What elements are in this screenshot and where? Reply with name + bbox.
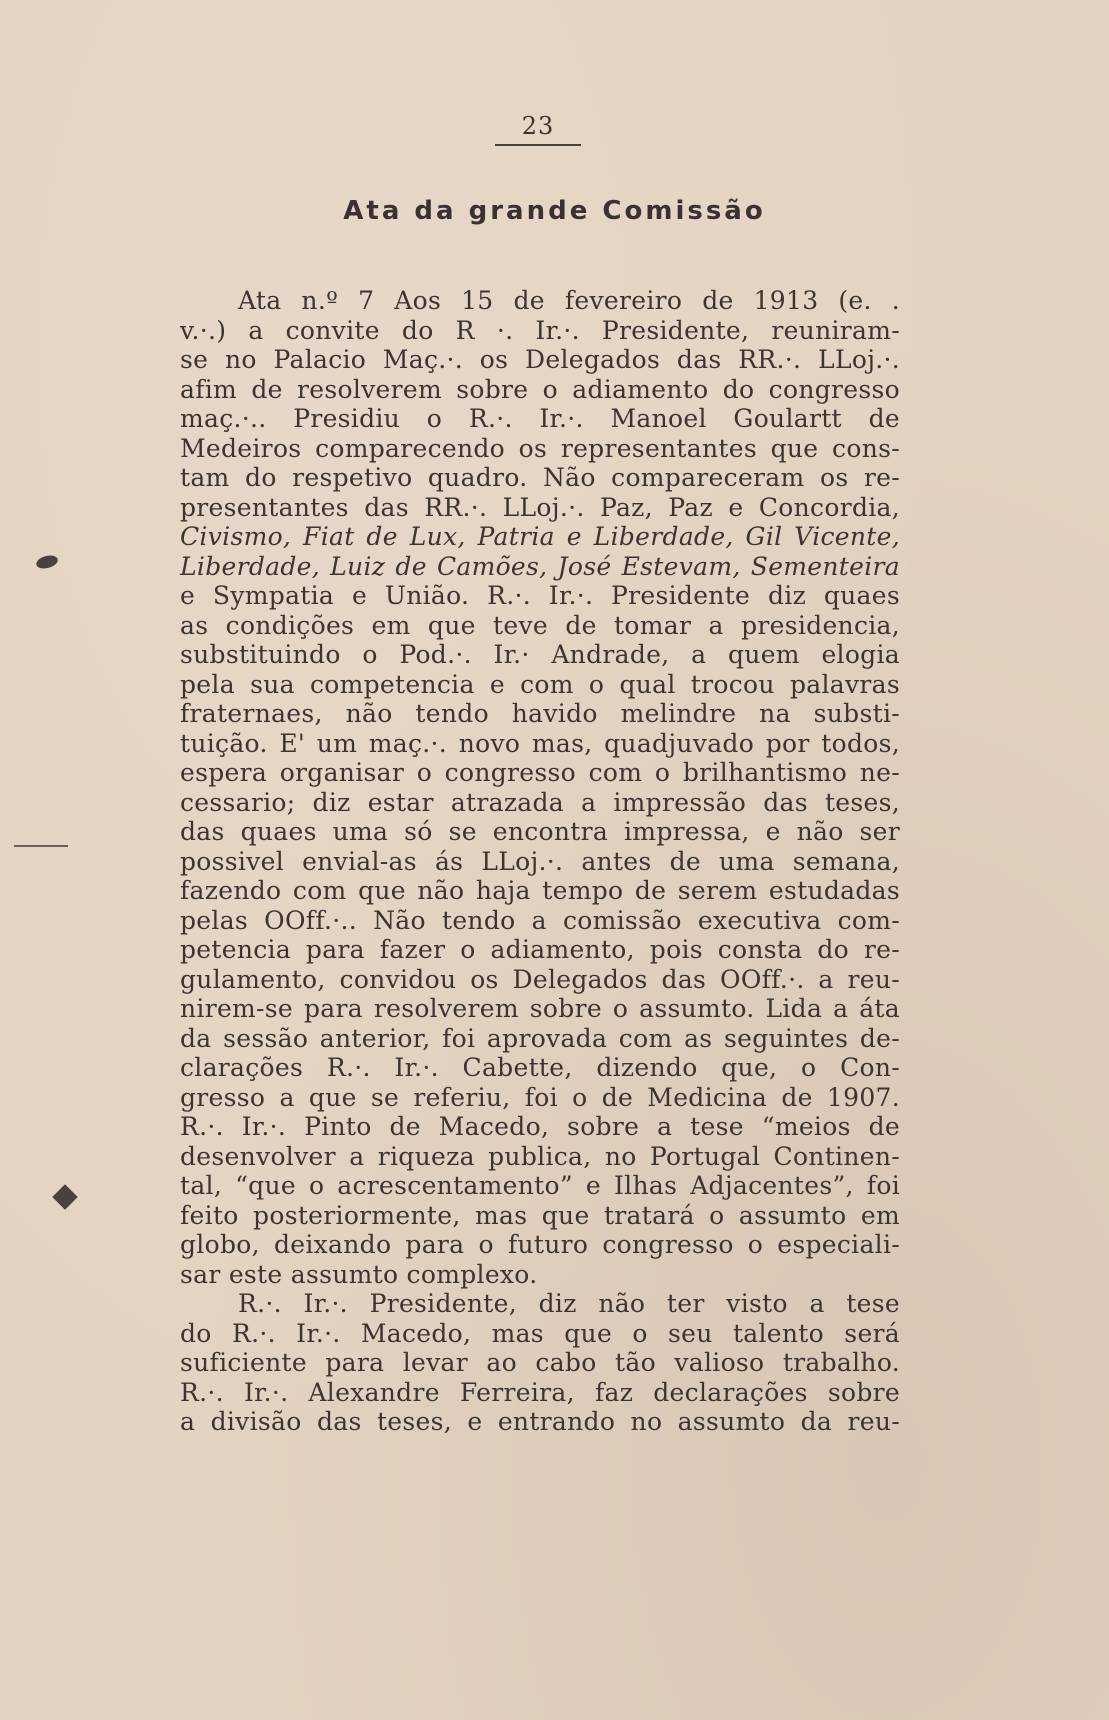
text-line: feito posteriormente, mas que tratará o assumto em [180, 1200, 900, 1230]
text-line: da sessão anterior, foi aprovada com as seguintes de- [180, 1023, 900, 1053]
text-line: sar este assumto complexo. [180, 1259, 538, 1289]
margin-line-mark [14, 845, 68, 847]
text-line: tal, “que o acrescentamento” e Ilhas Adjacentes”, foi [180, 1171, 900, 1200]
text-line: gresso a que se referiu, foi o de Medicina de 1907. [180, 1082, 900, 1112]
text-line: Liberdade, Luiz de Camões, José Estevam, Sementeira [180, 551, 900, 581]
text-line: suficiente para levar ao cabo tão valioso trabalho. [180, 1348, 900, 1377]
text-line: pelas OOff.·.. Não tendo a comissão executiva com- [180, 905, 900, 935]
text-line: fraternaes, não tendo havido melindre na substi- [180, 699, 900, 728]
text-line: clarações R.·. Ir.·. Cabette, dizendo que, o Con- [180, 1053, 900, 1082]
page-number: 23 [495, 112, 581, 146]
text-line: petencia para fazer o adiamento, pois consta do re- [180, 935, 900, 964]
text-line: Civismo, Fiat de Lux, Patria e Liberdade, Gil Vicente, [180, 522, 900, 551]
text-line: maç.·.. Presidiu o R.·. Ir.·. Manoel Goulartt de [180, 404, 900, 433]
text-line: se no Palacio Maç.·. os Delegados das RR.·. LLoj.·. [180, 345, 900, 374]
page-title: Ata da grande Comissão [343, 196, 766, 226]
text-line: globo, deixando para o futuro congresso o especiali- [180, 1230, 900, 1259]
text-line: pela sua competencia e com o qual trocou palavras [180, 669, 900, 699]
text-line: R.·. Ir.·. Presidente, diz não ter visto a tese [238, 1289, 900, 1318]
text-line: cessario; diz estar atrazada a impressão das teses, [180, 787, 900, 817]
ink-blot-mark [35, 553, 59, 570]
text-line: fazendo com que não haja tempo de serem estudadas [180, 876, 900, 905]
text-line: tuição. E' um maç.·. novo mas, quadjuvado por todos, [180, 728, 900, 758]
text-line: R.·. Ir.·. Pinto de Macedo, sobre a tese “meios de [180, 1112, 900, 1141]
text-line: do R.·. Ir.·. Macedo, mas que o seu talento será [180, 1318, 900, 1348]
text-line: v.·.) a convite do R ·. Ir.·. Presidente, reuniram- [180, 315, 900, 345]
ink-diamond-mark [52, 1184, 77, 1209]
text-line: espera organisar o congresso com o brilhantismo ne- [180, 758, 900, 787]
text-line: das quaes uma só se encontra impressa, e não ser [180, 817, 900, 846]
text-line: nirem-se para resolverem sobre o assumto. Lida a áta [180, 994, 900, 1023]
text-line: desenvolver a riqueza publica, no Portugal Continen- [180, 1141, 900, 1171]
text-line: gulamento, convidou os Delegados das OOff.·. a reu- [180, 964, 900, 994]
text-line: Ata n.º 7 Aos 15 de fevereiro de 1913 (e. . [238, 286, 900, 315]
text-line: tam do respetivo quadro. Não compareceram os re- [180, 463, 900, 492]
minutes-text [180, 286, 900, 1437]
text-line: as condições em que teve de tomar a presidencia, [180, 610, 900, 640]
text-line: presentantes das RR.·. LLoj.·. Paz, Paz e Concordia, [180, 492, 900, 522]
text-line: a divisão das teses, e entrando no assumto da reu- [180, 1407, 900, 1436]
text-line: afim de resolverem sobre o adiamento do congresso [180, 374, 900, 404]
text-line: substituindo o Pod.·. Ir.· Andrade, a quem elogia [180, 640, 900, 669]
text-line: Medeiros comparecendo os representantes que cons- [180, 433, 900, 463]
text-line: R.·. Ir.·. Alexandre Ferreira, faz declarações sobre [180, 1377, 900, 1407]
text-line: e Sympatia e União. R.·. Ir.·. Presidente diz quaes [180, 581, 900, 610]
text-line: possivel envial-as ás LLoj.·. antes de uma semana, [180, 846, 900, 876]
